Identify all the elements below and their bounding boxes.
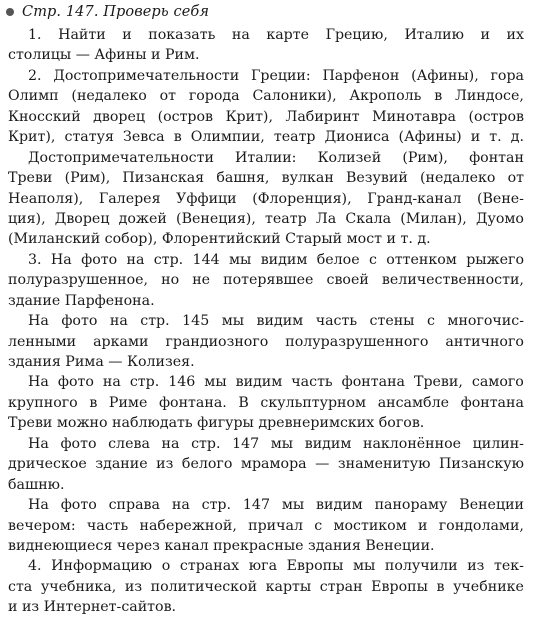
text-line: На фото на стр. 145 мы видим часть стены с многочис- <box>28 313 524 330</box>
text-line: Крит), статуя Зевса в Олимпии, театр Диониса (Афины) и т. д. <box>8 129 524 146</box>
text-line: здания Рима — Колизея. <box>8 354 195 370</box>
text-line: дрическое здание из белого мрамора — знаменитую Пизанскую <box>8 456 524 473</box>
text-line: Треви (Рим), Пизанская башня, вулкан Везувий (недалеко от <box>8 170 524 187</box>
text-line: ста учебника, из политической карты стран Европы в учебнике <box>8 578 524 595</box>
text-line: На фото на стр. 146 мы видим часть фонтана Треви, самого <box>28 374 524 391</box>
text-line: полуразрушенное, но не потерявшее своей величественности, <box>8 272 524 289</box>
text-line: Треви можно наблюдать фигуры древнеримских богов. <box>8 415 425 432</box>
text-line: ленными арками грандиозного полуразрушенного античного <box>8 333 524 350</box>
bullet-icon <box>6 8 14 16</box>
document-body <box>8 25 524 618</box>
text-line: (Миланский собор), Флорентийский Старый мост и т. д. <box>8 231 431 248</box>
text-line: Кносский дворец (остров Крит), Лабиринт Минотавра (остров <box>8 108 524 125</box>
text-line: столицы — Афины и Рим. <box>8 47 200 64</box>
page-title: Стр. 147. Проверь себя <box>22 4 210 20</box>
text-line: 3. На фото на стр. 144 мы видим белое с оттенком рыжего <box>28 251 524 268</box>
text-line: 1. Найти и показать на карте Грецию, Италию и их <box>28 27 524 43</box>
text-line: 2. Достопримечательности Греции: Парфенон (Афины), гора <box>28 67 524 84</box>
text-line: виднеющиеся через канал прекрасные здания Венеции. <box>8 537 435 554</box>
text-line: и из Интернет-сайтов. <box>8 599 177 616</box>
text-line: На фото слева на стр. 147 мы видим наклонённое цилин- <box>28 435 524 452</box>
text-line: 4. Информацию о странах юга Европы мы получили из тек- <box>28 558 524 575</box>
text-line: крупного в Риме фонтана. В скульптурном ансамбле фонтана <box>8 394 524 411</box>
text-line: вечером: часть набережной, причал с мостиком и гондолами, <box>8 517 524 534</box>
page-header <box>6 1 209 23</box>
text-line: башню. <box>8 476 65 493</box>
text-line: ция), Дворец дожей (Венеция), театр Ла Скала (Милан), Дуомо <box>8 210 524 227</box>
text-line: Олимп (недалеко от города Салоники), Акрополь в Линдосе, <box>8 88 524 105</box>
text-line: Неаполя), Галерея Уффици (Флоренция), Гранд-канал (Вене- <box>8 190 524 207</box>
text-line: На фото справа на стр. 147 мы видим панораму Венеции <box>28 497 524 514</box>
text-line: Достопримечательности Италии: Колизей (Рим), фонтан <box>28 149 524 166</box>
text-line: здание Парфенона. <box>8 292 155 309</box>
